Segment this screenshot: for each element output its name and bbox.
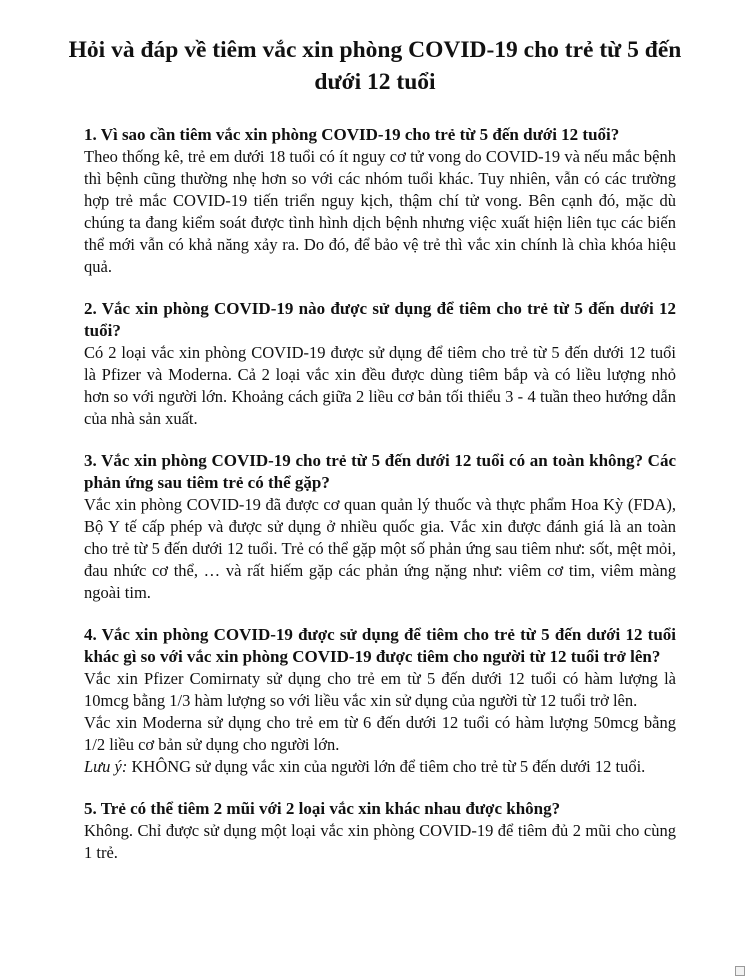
note-text: KHÔNG sử dụng vắc xin của người lớn để tiêm cho trẻ từ 5 đến dưới 12 tuổi. xyxy=(127,757,646,776)
answer-4-moderna: Vắc xin Moderna sử dụng cho trẻ em từ 6 đến dưới 12 tuổi có hàm lượng 50mcg bằng 1/2 liều cơ bản sử dụng cho người lớn. xyxy=(84,713,676,754)
question-1: 1. Vì sao cần tiêm vắc xin phòng COVID-19 cho trẻ từ 5 đến dưới 12 tuổi? xyxy=(84,125,620,144)
question-4: 4. Vắc xin phòng COVID-19 được sử dụng để tiêm cho trẻ từ 5 đến dưới 12 tuổi khác gì so với vắc xin phòng COVID-19 được tiêm cho người từ 12 tuổi trở lên? xyxy=(84,625,676,666)
qa-section-1 xyxy=(84,124,676,278)
answer-3: Vắc xin phòng COVID-19 đã được cơ quan quản lý thuốc và thực phẩm Hoa Kỳ (FDA), Bộ Y tế cấp phép và được sử dụng ở nhiều quốc gia. Vắc xin được đánh giá là an toàn cho trẻ từ 5 đến dưới 12 tuổi. Trẻ có thể gặp một số phản ứng sau tiêm như: sốt, mệt mỏi, đau nhức cơ thể, … và rất hiếm gặp các phản ứng nặng như: viêm cơ tim, viêm màng ngoài tim. xyxy=(84,495,676,602)
qa-section-5 xyxy=(84,798,676,864)
answer-4-pfizer: Vắc xin Pfizer Comirnaty sử dụng cho trẻ em từ 5 đến dưới 12 tuổi có hàm lượng là 10mcg bằng 1/3 hàm lượng so với liều vắc xin sử dụng của người từ 12 tuổi trở lên. xyxy=(84,669,676,710)
qa-section-4 xyxy=(84,624,676,778)
page-corner-icon xyxy=(735,966,745,976)
answer-5: Không. Chỉ được sử dụng một loại vắc xin phòng COVID-19 để tiêm đủ 2 mũi cho cùng 1 trẻ. xyxy=(84,821,676,862)
question-5: 5. Trẻ có thể tiêm 2 mũi với 2 loại vắc xin khác nhau được không? xyxy=(84,799,561,818)
document-title: Hỏi và đáp về tiêm vắc xin phòng COVID-19 cho trẻ từ 5 đến dưới 12 tuổi xyxy=(68,37,682,95)
answer-1: Theo thống kê, trẻ em dưới 18 tuổi có ít nguy cơ tử vong do COVID-19 và nếu mắc bệnh thì bệnh cũng thường nhẹ hơn so với các nhóm tuổi khác. Tuy nhiên, vẫn có các trường hợp trẻ mắc COVID-19 tiến triển nguy kịch, thậm chí tử vong. Bên cạnh đó, mặc dù chúng ta đang kiểm soát được tình hình dịch bệnh nhưng việc xuất hiện liên tục các biến thể mới vẫn có khả năng xảy ra. Do đó, để bảo vệ trẻ thì vắc xin chính là chìa khóa hiệu quả. xyxy=(84,147,676,276)
question-3: 3. Vắc xin phòng COVID-19 cho trẻ từ 5 đến dưới 12 tuổi có an toàn không? Các phản ứng sau tiêm trẻ có thể gặp? xyxy=(84,451,676,492)
answer-4-note xyxy=(84,756,676,778)
answer-2: Có 2 loại vắc xin phòng COVID-19 được sử dụng để tiêm cho trẻ từ 5 đến dưới 12 tuổi là Pfizer và Moderna. Cả 2 loại vắc xin đều được dùng tiêm bắp và có liều lượng nhỏ hơn so với người lớn. Khoảng cách giữa 2 liều cơ bản tối thiểu 3 - 4 tuần theo hướng dẫn của nhà sản xuất. xyxy=(84,343,676,428)
question-2: 2. Vắc xin phòng COVID-19 nào được sử dụng để tiêm cho trẻ từ 5 đến dưới 12 tuổi? xyxy=(84,299,676,340)
document-content xyxy=(84,124,676,884)
note-label: Lưu ý: xyxy=(84,757,128,776)
qa-section-2 xyxy=(84,298,676,430)
qa-section-3 xyxy=(84,450,676,604)
